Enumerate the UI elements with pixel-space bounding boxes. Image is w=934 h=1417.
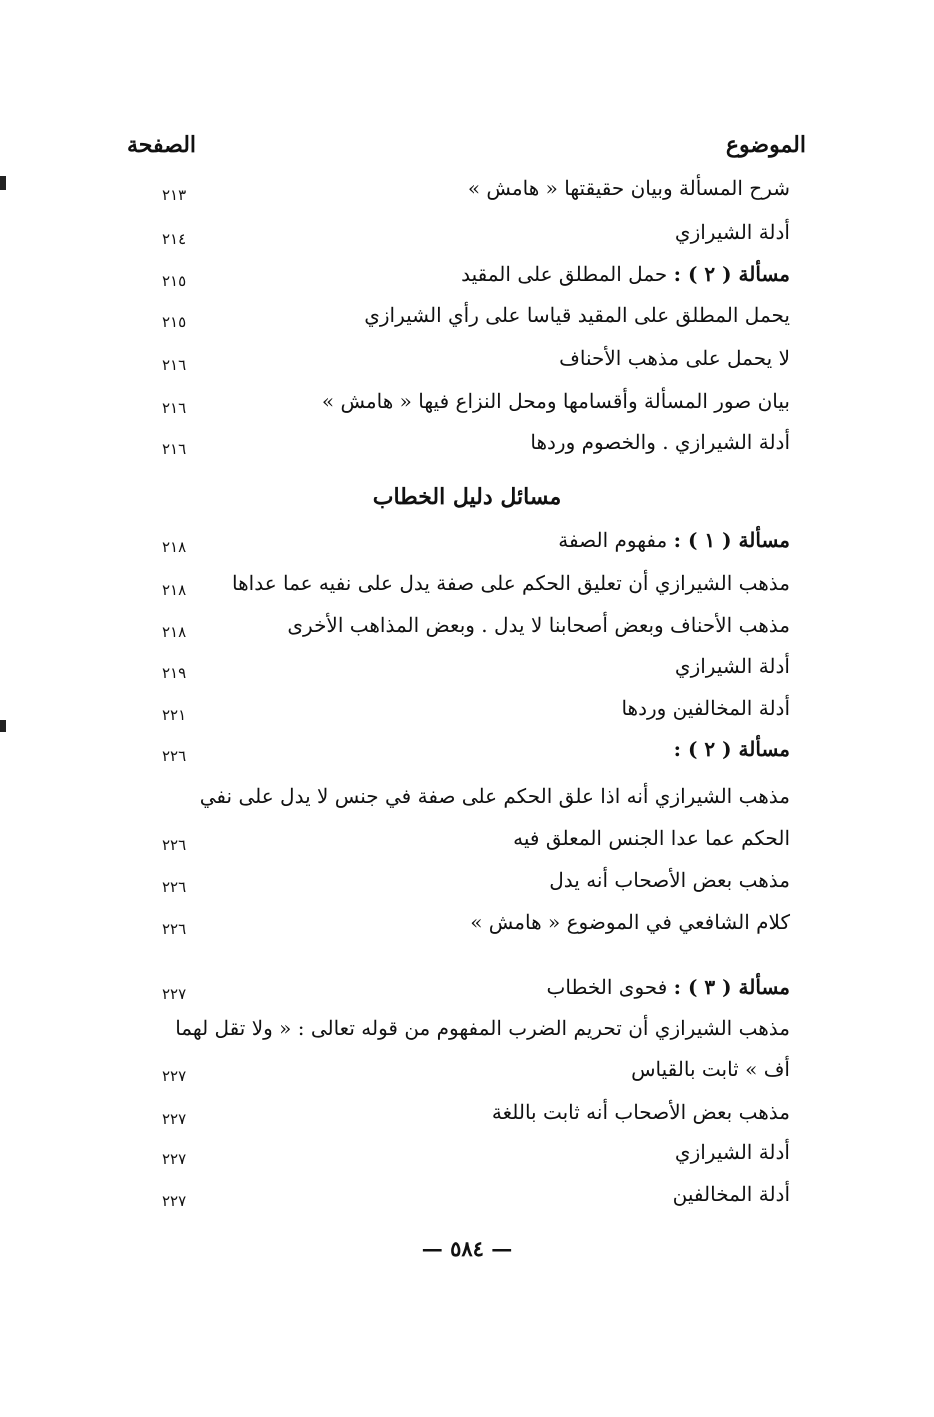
entry-topic <box>549 868 790 892</box>
entry-topic <box>621 696 790 720</box>
entry-text: أدلة المخالفين وردها <box>621 696 790 720</box>
entry-topic <box>468 176 790 200</box>
index-entry <box>150 1100 808 1140</box>
entry-page-number: ٢٢٧ <box>162 1067 187 1085</box>
index-entry <box>150 613 808 653</box>
entry-page-number: ٢١٨ <box>162 581 187 599</box>
entry-topic <box>232 571 790 595</box>
entry-page-number: ٢٢٧ <box>162 1192 187 1210</box>
entry-page-number: ٢٢٦ <box>162 836 187 854</box>
entry-topic <box>530 430 790 454</box>
entry-text: أدلة الشيرازي . والخصوم وردها <box>530 430 790 454</box>
index-entry <box>150 220 808 260</box>
index-entry <box>150 654 808 694</box>
entry-topic <box>470 910 790 934</box>
entry-topic <box>674 737 790 761</box>
entry-page-number: ٢١٦ <box>162 356 187 374</box>
entry-text: مذهب الأحناف وبعض أصحابنا لا يدل . وبعض المذاهب الأخرى <box>287 613 790 637</box>
entry-page-number: ٢١٤ <box>162 230 187 248</box>
entry-text: أدلة الشيرازي <box>674 220 790 244</box>
entry-text: أدلة المخالفين <box>672 1182 790 1206</box>
entry-topic <box>631 1057 790 1081</box>
index-entry <box>150 784 808 824</box>
entry-text: لا يحمل على مذهب الأحناف <box>559 346 790 370</box>
entry-topic <box>175 1016 790 1040</box>
entry-page-number: ٢٢٧ <box>162 985 187 1003</box>
entry-topic <box>461 262 790 286</box>
entry-text: بيان صور المسألة وأقسامها ومحل النزاع فيها « هامش » <box>321 389 790 413</box>
index-entry <box>150 696 808 736</box>
entry-page-number: ٢١٥ <box>162 272 187 290</box>
scan-edge-mark <box>0 720 6 732</box>
entry-topic <box>673 1182 790 1206</box>
index-entry <box>150 910 808 950</box>
index-entry <box>150 528 808 568</box>
index-entry <box>150 737 808 777</box>
entry-topic <box>200 784 790 808</box>
entry-issue-label: مسألة ( ٢ ) : <box>673 262 790 286</box>
scan-edge-mark <box>0 176 6 190</box>
entry-text: الحكم عما عدا الجنس المعلق فيه <box>513 826 790 850</box>
entry-page-number: ٢١٨ <box>162 623 187 641</box>
index-entry <box>150 346 808 386</box>
entry-page-number: ٢٢٧ <box>162 1150 187 1168</box>
index-entry <box>150 389 808 429</box>
entry-page-number: ٢٢٦ <box>162 878 187 896</box>
entry-text: أدلة الشيرازي <box>674 654 790 678</box>
entry-topic <box>559 346 790 370</box>
index-entry <box>150 430 808 470</box>
entry-topic <box>675 220 790 244</box>
index-entry <box>150 571 808 611</box>
entry-issue-label: مسألة ( ٢ ) : <box>673 737 790 761</box>
entry-text: كلام الشافعي في الموضوع « هامش » <box>470 910 790 934</box>
entry-page-number: ٢٢٦ <box>162 747 187 765</box>
entry-text: أف » ثابت بالقياس <box>631 1057 790 1081</box>
entry-text: أدلة الشيرازي <box>674 1140 790 1164</box>
entry-topic <box>364 303 790 327</box>
entry-topic <box>558 528 790 552</box>
entry-text: مذهب بعض الأصحاب أنه ثابت باللغة <box>491 1100 790 1124</box>
entry-issue-label: مسألة ( ٣ ) : <box>673 975 790 999</box>
entry-page-number: ٢١٦ <box>162 399 187 417</box>
entry-topic <box>547 975 790 999</box>
entry-topic <box>287 613 790 637</box>
entry-page-number: ٢٢٧ <box>162 1110 187 1128</box>
entry-text: مذهب الشيرازي أن تعليق الحكم على صفة يدل على نفيه عما عداها <box>232 571 790 595</box>
section-title: مسائل دليل الخطاب <box>372 484 562 510</box>
index-entry <box>150 1057 808 1097</box>
column-header-topic: الموضوع <box>725 132 806 158</box>
index-entry <box>150 975 808 1015</box>
index-entry <box>150 826 808 866</box>
index-entry <box>150 1182 808 1222</box>
entry-text: فحوى الخطاب <box>546 975 674 999</box>
entry-page-number: ٢١٨ <box>162 538 187 556</box>
entry-page-number: ٢٢١ <box>162 706 187 724</box>
entry-page-number: ٢١٣ <box>162 186 187 204</box>
entry-page-number: ٢٢٦ <box>162 920 187 938</box>
index-entry <box>150 303 808 343</box>
entry-text: شرح المسألة وبيان حقيقتها « هامش » <box>467 176 790 200</box>
entry-topic <box>492 1100 790 1124</box>
entry-page-number: ٢١٩ <box>162 664 187 682</box>
page-number: — ٥٨٤ — <box>421 1236 513 1261</box>
entry-topic <box>675 1140 790 1164</box>
entry-text: مذهب الشيرازي أن تحريم الضرب المفهوم من قوله تعالى : « ولا تقل لهما <box>175 1016 790 1040</box>
entry-text: مذهب بعض الأصحاب أنه يدل <box>549 868 790 892</box>
entry-page-number: ٢١٥ <box>162 313 187 331</box>
index-entry <box>150 1140 808 1180</box>
entry-text: مفهوم الصفة <box>558 528 674 552</box>
index-entry <box>150 868 808 908</box>
entry-text: مذهب الشيرازي أنه اذا علق الحكم على صفة في جنس لا يدل على نفي <box>199 784 790 808</box>
index-entry <box>150 176 808 216</box>
index-entry <box>150 262 808 302</box>
index-entry <box>150 1016 808 1056</box>
entry-topic <box>675 654 790 678</box>
entry-page-number: ٢١٦ <box>162 440 187 458</box>
column-header-page: الصفحة <box>127 132 197 158</box>
entry-issue-label: مسألة ( ١ ) : <box>673 528 790 552</box>
entry-topic <box>322 389 790 413</box>
entry-text: حمل المطلق على المقيد <box>461 262 674 286</box>
entry-text: يحمل المطلق على المقيد قياسا على رأي الشيرازي <box>364 303 790 327</box>
entry-topic <box>513 826 790 850</box>
